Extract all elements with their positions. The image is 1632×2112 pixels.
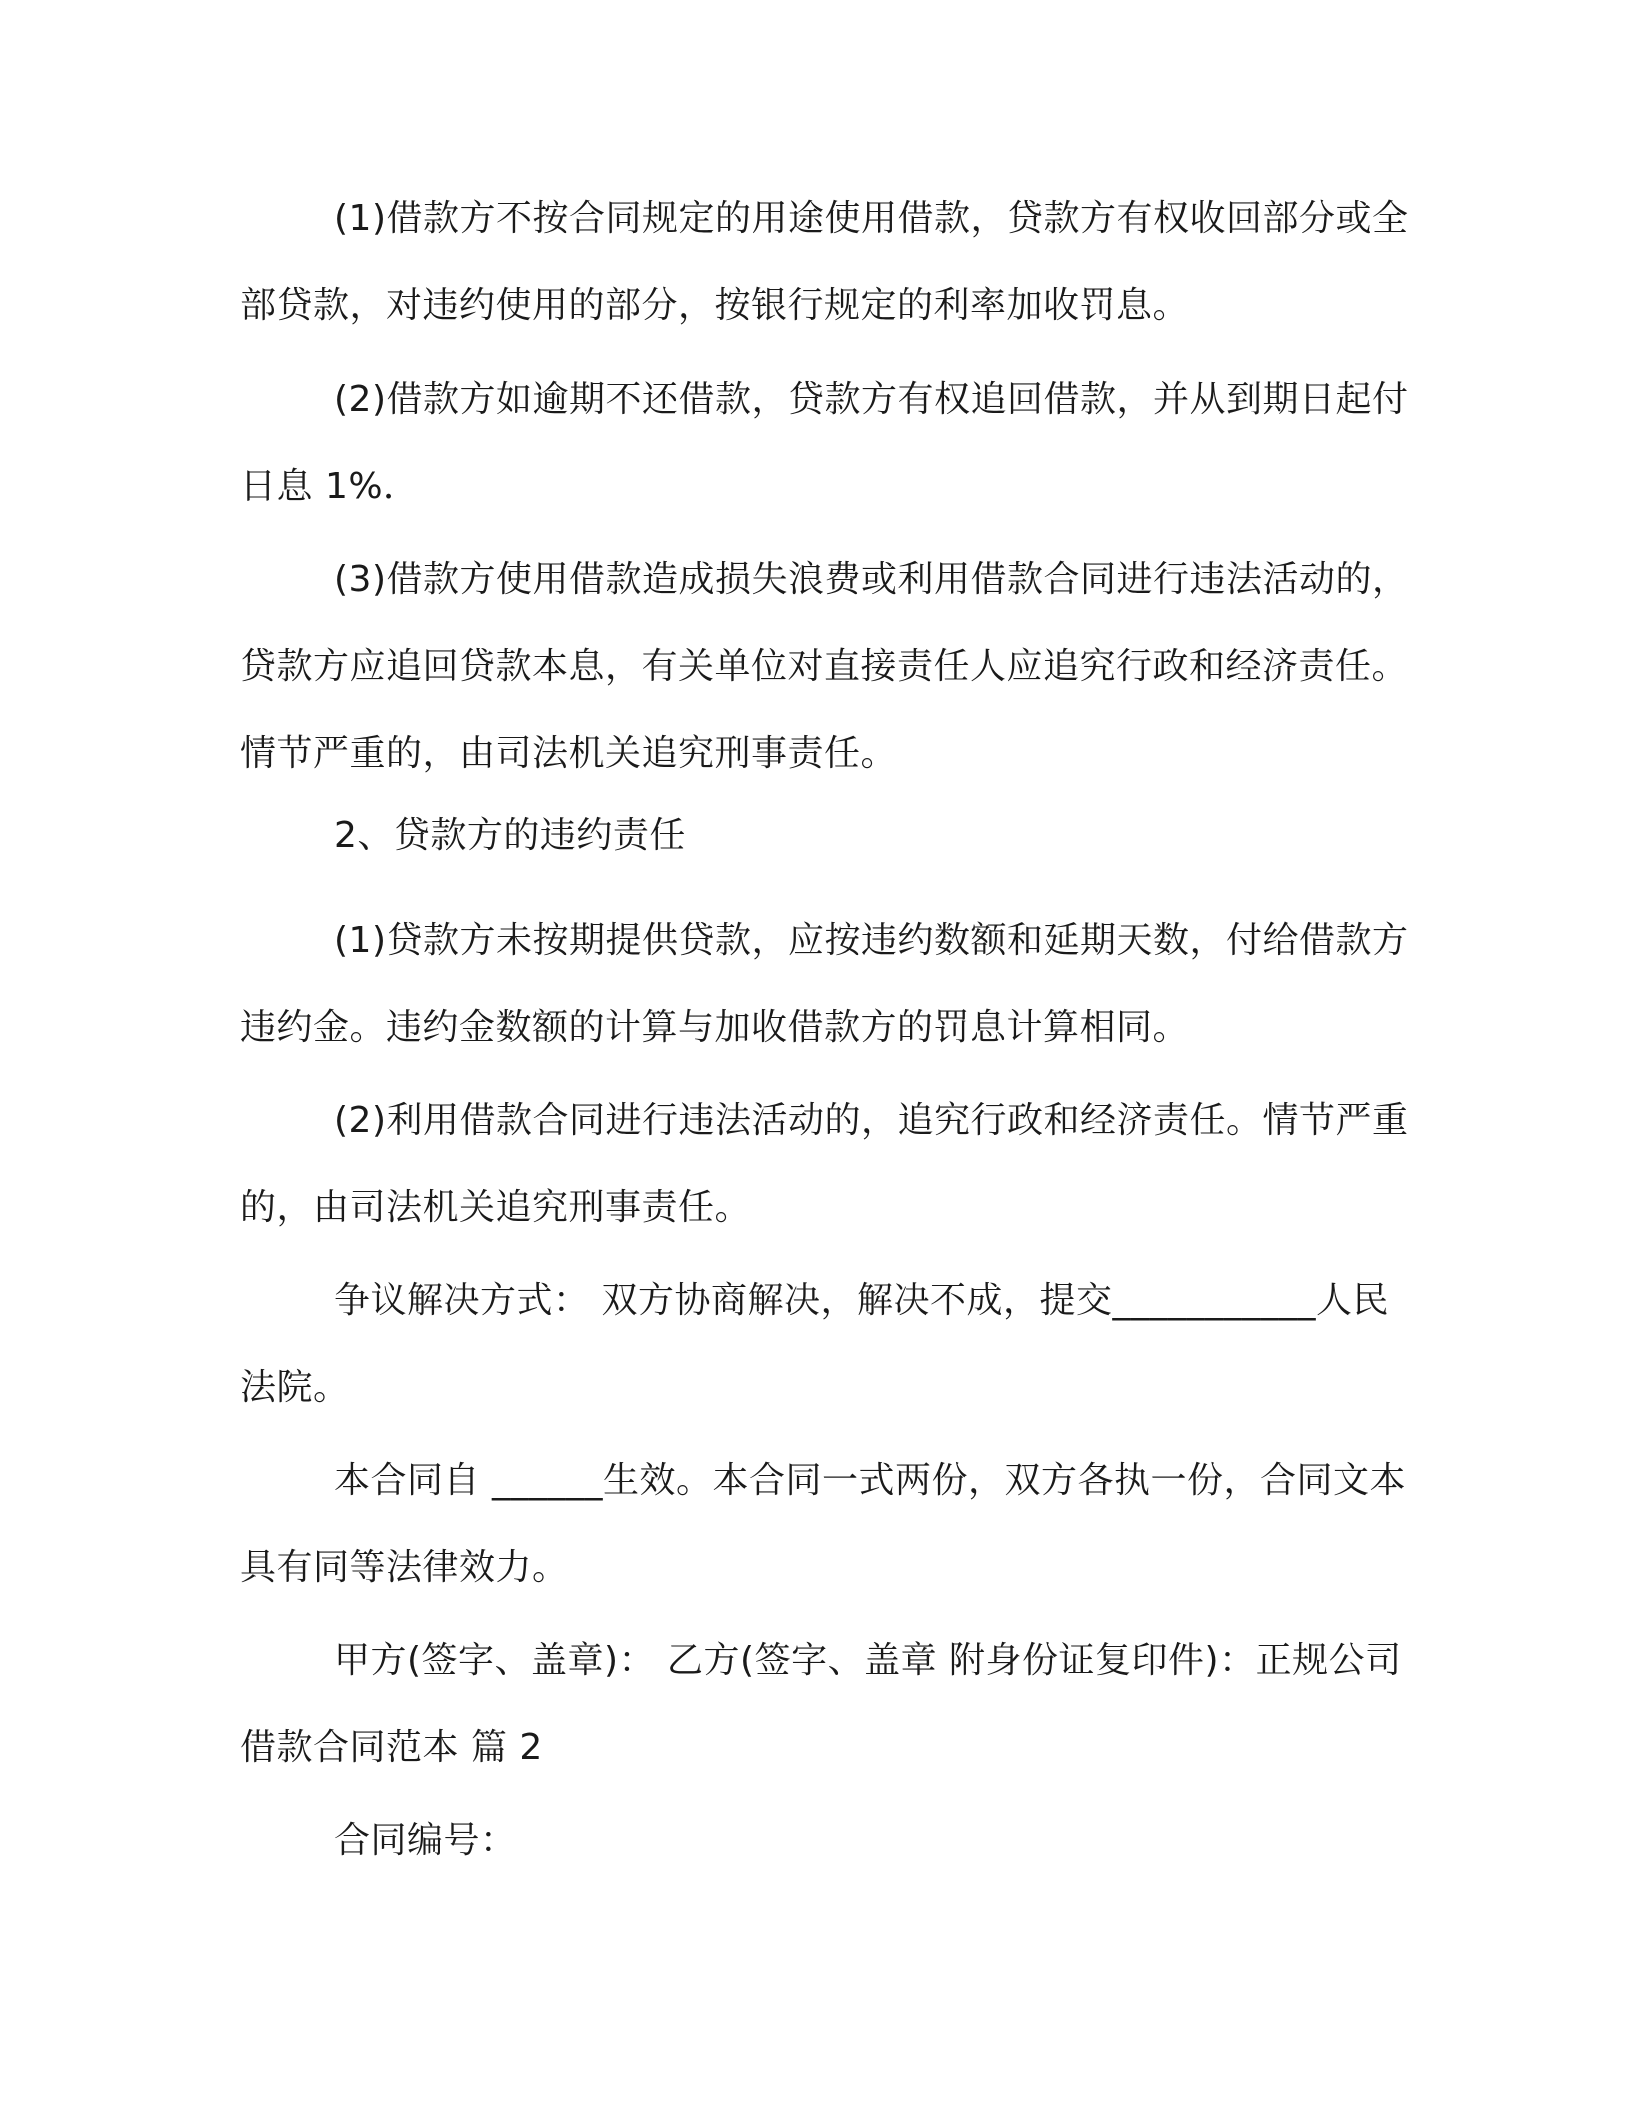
paragraph-borrower-overdue: (2)借款方如逾期不还借款，贷款方有权追回借款，并从到期日起付日息 1%． <box>240 379 1409 507</box>
paragraph-illegal-activity: (2)利用借款合同进行违法活动的，追究行政和经济责任。情节严重的，由司法机关追究刑事责任。 <box>240 1100 1409 1228</box>
paragraph-borrower-loss: (3)借款方使用借款造成损失浪费或利用借款合同进行违法活动的，贷款方应追回贷款本息，有关单位对直接责任人应追究行政和经济责任。情节严重的，由司法机关追究刑事责任。 <box>240 559 1409 774</box>
paragraph-dispute-resolution: 争议解决方式： 双方协商解决，解决不成，提交___________人民法院。 <box>240 1280 1389 1408</box>
section-heading-lender-liability: 2、贷款方的违约责任 <box>334 815 686 856</box>
paragraph-signatures: 甲方(签字、盖章)： 乙方(签字、盖章 附身份证复印件)：正规公司借款合同范本 篇 2 <box>240 1640 1402 1768</box>
paragraph-lender-late-loan: (1)贷款方未按期提供贷款，应按违约数额和延期天数，付给借款方违约金。违约金数额的计算与加收借款方的罚息计算相同。 <box>240 920 1409 1048</box>
paragraph-contract-number: 合同编号： <box>334 1820 517 1861</box>
paragraph-borrower-misuse: (1)借款方不按合同规定的用途使用借款，贷款方有权收回部分或全部贷款，对违约使用的部分，按银行规定的利率加收罚息。 <box>240 198 1409 326</box>
paragraph-effective-date: 本合同自 ______生效。本合同一式两份，双方各执一份，合同文本具有同等法律效力。 <box>240 1460 1406 1588</box>
